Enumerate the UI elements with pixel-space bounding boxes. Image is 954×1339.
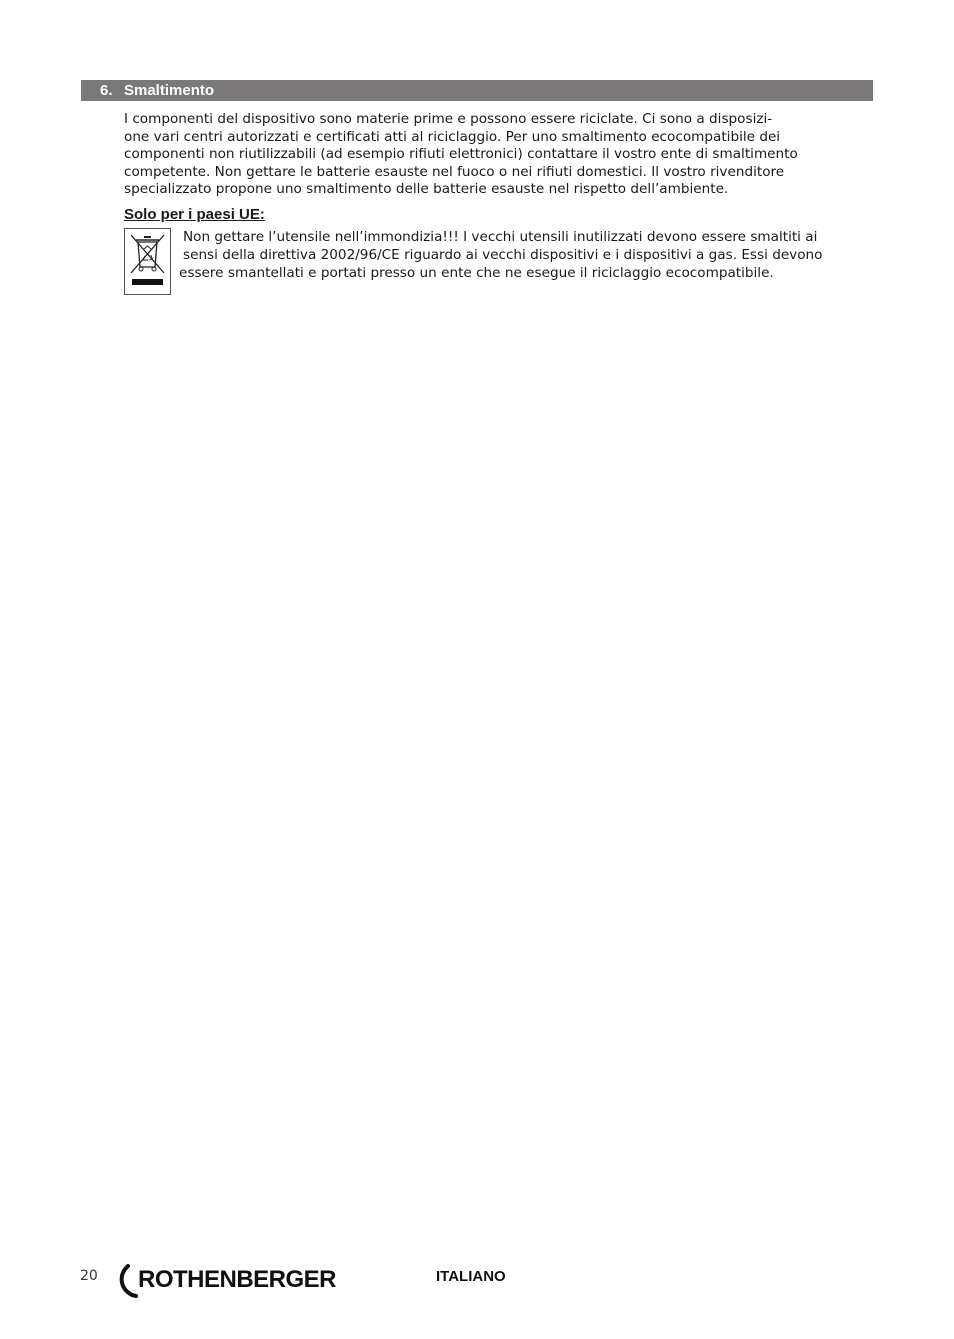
eu-text-line: sensi della direttiva 2002/96/CE riguardo ai vecchi dispositivi e i dispositivi a gas. Essi devono [183, 247, 823, 263]
disposal-paragraph [124, 111, 864, 199]
brand-wordmark: ROTHENBERGER [138, 1266, 337, 1293]
paragraph-line: specializzato propone uno smaltimento delle batterie esauste nel rispetto dell’ambiente. [124, 181, 729, 197]
page-number: 20 [80, 1268, 98, 1284]
rothenberger-logo [116, 1260, 356, 1304]
paragraph-line: componenti non riutilizzabili (ad esempio rifiuti elettronici) contattare il vostro ente di smaltimento [124, 146, 798, 162]
eu-disposal-text [179, 228, 873, 282]
paragraph-line: one vari centri autorizzati e certificati atti al riciclaggio. Per uno smaltimento ecocompatibile dei [124, 128, 781, 145]
eu-text-line: Non gettare l’utensile nell’immondizia!!! I vecchi utensili inutilizzati devono essere smaltiti ai [183, 229, 818, 245]
weee-bin-icon [124, 228, 171, 295]
eu-only-heading: Solo per i paesi UE: [124, 206, 265, 223]
section-header [81, 80, 873, 101]
section-title: Smaltimento [124, 82, 215, 99]
eu-text-line: essere smantellati e portati presso un ente che ne esegue il riciclaggio ecocompatibile. [179, 265, 774, 281]
paragraph-line: competente. Non gettare le batterie esauste nel fuoco o nei rifiuti domestici. Il vostro rivenditore [124, 163, 785, 180]
section-number: 6. [100, 82, 113, 99]
paragraph-line: I componenti del dispositivo sono materie prime e possono essere riciclate. Ci sono a disposizi- [124, 111, 773, 127]
language-label: ITALIANO [436, 1268, 506, 1285]
